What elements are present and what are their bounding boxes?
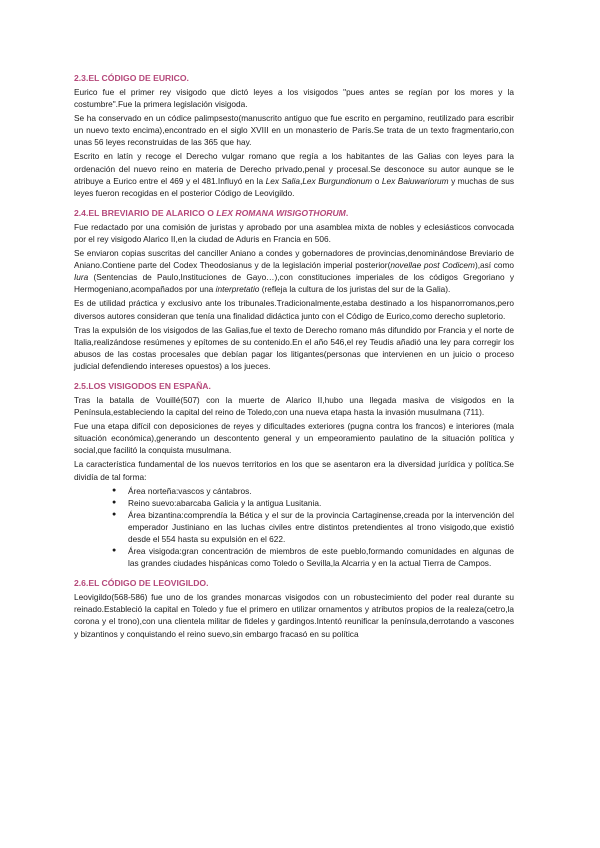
text-run: o xyxy=(372,175,382,186)
text-run: Escrito en latín y recoge el Derecho vulgar romano que regía a los habitantes de las Galias con leyes para la ordenación del nuevo reino en materia de Derecho privado,penal y procesal.Se desconoce su autor aunque se le atribuye a Eurico entre el 469 y el 481.Influyó en la xyxy=(74,151,514,186)
paragraph: Tras la expulsión de los visigodos de las Galias,fue el texto de Derecho romano más difundido por Francia y el norte de Italia,realizándose resúmenes y epítomes de su contenido.En el año 546,el rey Teudis añadió una ley para corregir los abusos de las costas procesales que debían pagar los litigantes(personas que intervienen en un juicio o proceso judicial defendiendo intereses opuestos) a los jueces. xyxy=(74,324,514,371)
paragraph: Eurico fue el primer rey visigodo que dictó leyes a los visigodos "pues antes se regían por los mores y la costumbre".Fue la primera legislación visigoda. xyxy=(74,87,514,110)
list-item: ● Reino suevo:abarcaba Galicia y la antigua Lusitania. xyxy=(112,497,514,509)
text-run: (refleja la cultura de los juristas del sur de la Galia). xyxy=(259,284,451,295)
paragraph: Se ha conservado en un códice palimpsesto(manuscrito antiguo que fue escrito en pergamino, reutilizado para escribir un nuevo texto encima),encontrado en el siglo XVIII en un monasterio de París.Se trata de un texto fragmentario,con unas 56 leyes reconstruidas de las 365 que hay. xyxy=(74,113,514,148)
heading-text: . xyxy=(345,207,349,218)
text-run: ),así como xyxy=(474,260,514,271)
italic-term: novellae post Codicem xyxy=(390,260,475,271)
section-heading-codigo-eurico: 2.3.EL CÓDIGO DE EURICO. xyxy=(74,73,189,83)
section-heading-visigodos-espana: 2.5.LOS VISIGODOS EN ESPAÑA. xyxy=(74,380,211,391)
italic-term: Iura xyxy=(74,272,89,283)
italic-term: interpretatio xyxy=(215,284,260,295)
paragraph: La característica fundamental de los nuevos territorios en los que se asentaron era la diversidad jurídica y política.Se dividía de tal forma: xyxy=(74,459,514,482)
heading-text: 2.4.EL BREVIARIO DE ALARICO O xyxy=(74,207,217,218)
paragraph: Leovigildo(568-586) fue uno de los grandes monarcas visigodos con un robustecimiento del poder real durante su reinado.Estableció la capital en Toledo y fue el primero en utilizar ornamentos y atributos propios de la realeza(cetro,la corona y el trono),con una clientela militar de fideles y gardingos.Intentó reunificar la península,derrotando a vascones y bizantinos y conquistando el reino suevo,sin embargo fracasó en su política xyxy=(74,592,514,639)
paragraph xyxy=(74,150,514,198)
text-run: y muchas de sus leyes fueron recogidas en el posterior Código de Leovigildo. xyxy=(74,175,515,198)
heading-italic: LEX ROMANA WISIGOTHORUM xyxy=(216,207,346,218)
paragraph: Tras la batalla de Vouillé(507) con la muerte de Alarico II,hubo una llegada masiva de visigodos en la Península,estableciendo la capital del reino de Toledo,con una nueva etapa hasta la invasión musulmana (711). xyxy=(74,394,514,418)
paragraph: Fue redactado por una comisión de juristas y aprobado por una asamblea mixta de nobles y eclesiásticos convocada por el rey visigodo Alarico II,en la ciudad de Aduris en Francia en 506. xyxy=(74,221,514,244)
italic-term: Lex Salia xyxy=(265,175,300,186)
section-heading-breviario-alarico xyxy=(74,207,514,219)
paragraph: Es de utilidad práctica y exclusivo ante los tribunales.Tradicionalmente,estaba destinado a los hispanorromanos,pero diversos autores consideran que tenía una finalidad didáctica junto con el Código de Eurico,como derecho supletorio. xyxy=(74,298,514,321)
list-item: ● Área norteña:vascos y cántabros. xyxy=(112,485,514,497)
paragraph: Fue una etapa difícil con deposiciones de reyes y dificultades exteriores (pugna contra los francos) e interiores (mala situación económica),generando un descontento general y un empeoramiento paulatino de la situación política y social,que facilitó la conquista musulmana. xyxy=(74,421,514,456)
list-item: ● Área bizantina:comprendía la Bética y el sur de la provincia Cartaginense,creada por la intervención del emperador Justiniano en las luchas civiles entre distintos pretendientes al trono visigodo,que existió desde el 554 hasta su expulsión en el 622. xyxy=(112,509,514,545)
text-run: (Sentencias de Paulo,Instituciones de Gayo…),con constituciones imperiales de los códigos Gregoriano y Hermogeniano,acompañados por una xyxy=(74,272,514,295)
list-item: ● Área visigoda:gran concentración de miembros de este pueblo,formando comunidades en algunas de las grandes ciudades hispánicas como Toledo o Sevilla,la Alcarria y en la actual Tierra de Campos. xyxy=(112,545,514,569)
italic-term: Lex Baiuwariorum xyxy=(381,175,449,186)
paragraph xyxy=(74,247,514,295)
territory-list xyxy=(74,485,514,570)
section-heading-codigo-leovigildo: 2.6.EL CÓDIGO DE LEOVIGILDO. xyxy=(74,578,209,589)
text-run: Se enviaron copias suscritas del canciller Aniano a condes y gobernadores de provincias,denominándose Breviario de Aniano.Contiene parte del Codex Theodosianus y de la legislación imperial posterior( xyxy=(74,248,514,271)
italic-term: Lex Burgundionum xyxy=(302,175,373,186)
text-run: , xyxy=(300,175,303,186)
